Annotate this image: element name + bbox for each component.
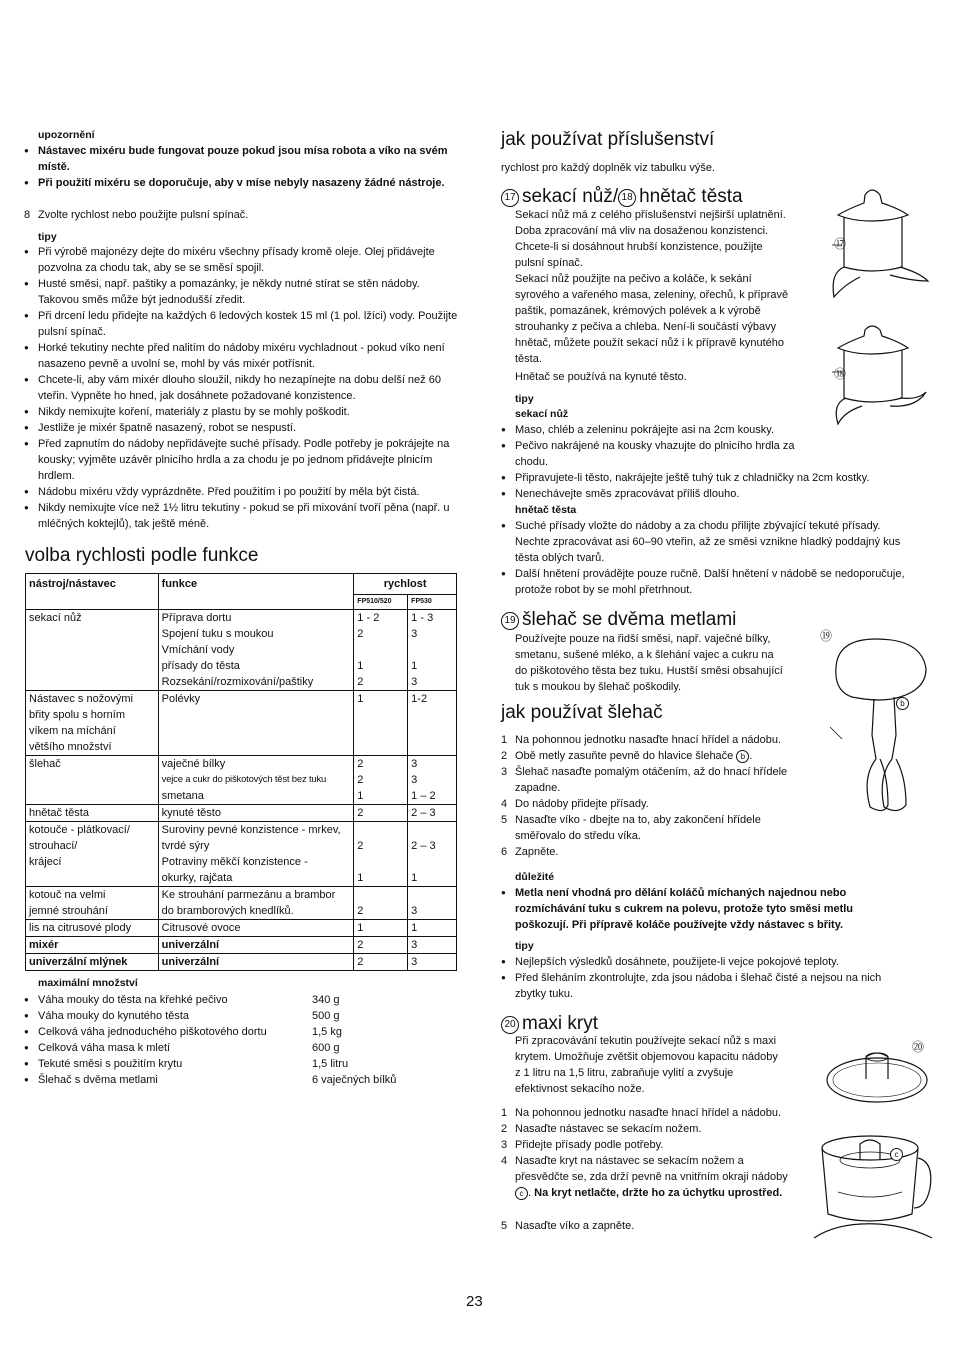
- whisk-step: 1 Na pohonnou jednotku nasaďte hnací hřídel a nádobu.: [501, 734, 782, 746]
- number-17-icon: 17: [501, 189, 519, 207]
- knife-description-line: Doba zpracování má vliv na dosaženou konzistenci.: [515, 225, 769, 237]
- tip-item: ● Nikdy nemixujte koření, materiály z plastu by se mohly poškodit.: [38, 404, 458, 420]
- knife-tips-heading: tipy: [515, 393, 534, 405]
- table-cell-s2: 1 - 3 3 1 3: [408, 610, 457, 691]
- step-8: 8 Zvolte rychlost nebo použijte pulsní spínač.: [24, 209, 249, 221]
- table-cell-tool: mixér: [26, 937, 159, 954]
- max-heading: maximální množství: [38, 977, 138, 989]
- accessories-title: jak používat příslušenství: [501, 129, 715, 150]
- table-cell-s1: 2: [354, 887, 408, 920]
- knife-subheading: sekací nůž: [515, 408, 569, 420]
- label-19: ⑲: [820, 629, 833, 643]
- table-cell-s1: 2 1: [354, 822, 408, 887]
- important-heading: důležité: [515, 871, 555, 883]
- table-cell-tool: sekací nůž: [26, 610, 159, 691]
- knife-tip: ● Připravujete-li těsto, nakrájejte ještě tuhý tuk z chladničky na 2cm kostky.: [515, 470, 915, 486]
- table-cell-tool: univerzální mlýnek: [26, 954, 159, 971]
- table-cell-s2: 1: [408, 920, 457, 937]
- model-2-header: FP530: [408, 595, 457, 610]
- speed-section-title: volba rychlosti podle funkce: [25, 545, 259, 566]
- maxi-description-line: z 1 litru na 1,5 litru, zabraňuje vylití a zvyšuje: [515, 1067, 734, 1079]
- col-speed-header: rychlost: [354, 574, 457, 595]
- dough-subheading: hnětač těsta: [515, 504, 577, 516]
- table-row: [26, 887, 457, 920]
- whisk-title: 19 šlehač se dvěma metlami: [501, 609, 736, 631]
- maxi-step: 3 Přidejte přísady podle potřeby.: [501, 1139, 664, 1151]
- table-cell-s1: 2: [354, 954, 408, 971]
- whisk-step: 2 Obě metly zasuňte pevně do hlavice šlehače b .: [501, 750, 753, 762]
- label-17: ⑰: [834, 237, 847, 251]
- table-cell-s2: 1-2: [408, 691, 457, 756]
- number-19-icon: 19: [501, 612, 519, 630]
- knife-tip: ● Maso, chléb a zeleninu pokrájejte asi na 2cm kousky.: [515, 422, 815, 438]
- whisk-step: 3 Šlehač nasaďte pomalým otáčením, až do hnací hřídele zapadne.: [501, 766, 788, 794]
- table-row: [26, 805, 457, 822]
- dough-hook-note: Hnětač se používá na kynuté těsto.: [515, 371, 687, 383]
- tip-item: ● Chcete-li, aby vám mixér dlouho sloužil, nikdy ho nezapínejte na dobu delší než 60 vteřin. Vypněte ho hned, jak dosáhnete požadované konzistence.: [38, 372, 458, 404]
- maxi-title: 20 maxi kryt: [501, 1013, 598, 1035]
- marker-b-icon: b: [736, 750, 749, 763]
- marker-c-icon: c: [515, 1187, 528, 1200]
- maxi-step: 1 Na pohonnou jednotku nasaďte hnací hřídel a nádobu.: [501, 1107, 782, 1119]
- table-row: [26, 937, 457, 954]
- table-cell-func: Ke strouhání parmezánu a brambor do bramborových knedlíků.: [158, 887, 354, 920]
- table-row: [26, 822, 457, 887]
- max-item-label: ● Váha mouky do těsta na křehké pečivo: [38, 992, 308, 1008]
- whisk-step: 5 Nasaďte víko - dbejte na to, aby zakončení hřídele směřovalo do středu víka.: [501, 814, 761, 842]
- table-row: [26, 920, 457, 937]
- table-cell-s1: 2: [354, 805, 408, 822]
- maxi-description-line: Při zpracovávání tekutin používejte sekací nůž s maxi: [515, 1035, 777, 1047]
- accessories-text: rychlost pro každý doplněk viz tabulku výše.: [501, 162, 715, 174]
- knife-tip: ● Nenechávejte směs zpracovávat příliš dlouho.: [515, 486, 915, 502]
- tip-item: ● Husté směsi, např. paštiky a pomazánky, je někdy nutné stírat se stěn nádoby. Takovou směs může být jednodušší zředit.: [38, 276, 458, 308]
- table-cell-tool: lis na citrusové plody: [26, 920, 159, 937]
- whisk-step: 4 Do nádoby přidejte přísady.: [501, 798, 649, 810]
- maxi-step: 2 Nasaďte nástavec se sekacím nožem.: [501, 1123, 702, 1135]
- table-cell-func: Suroviny pevné konzistence - mrkev, tvrdé sýry Potraviny měkčí konzistence - okurky, rajčata: [158, 822, 354, 887]
- tip-item: ● Horké tekutiny nechte před nalitím do nádoby mixéru vychladnout - pokud víko není nasazeno pevně a uvolní se, mohl by vás mixér potřísnit.: [38, 340, 458, 372]
- table-cell-func: Citrusové ovoce: [158, 920, 354, 937]
- knife-title: 17 sekací nůž/ 18 hnětač těsta: [501, 186, 743, 208]
- table-cell-tool: kotouč na velmi jemné strouhání: [26, 887, 159, 920]
- tip-item: ● Nikdy nemixujte více než 1½ litru tekutiny - pokud se při mixování tvoří pěna (např. u mléčných koktejlů), tak ještě méně.: [38, 500, 458, 532]
- speed-table: [25, 573, 457, 971]
- tip-item: ● Nádobu mixéru vždy vyprázdněte. Před použitím i po použití by měla být čistá.: [38, 484, 458, 500]
- whisk-tips-heading: tipy: [515, 940, 534, 952]
- whisk-howto-title: jak používat šlehač: [501, 702, 663, 723]
- whisk-tip: ● Nejlepších výsledků dosáhnete, použijete-li vejce pokojové teploty.: [515, 954, 915, 970]
- whisk-description-line: smetanu, sušené mléko, a k šlehání vajec a cukru na: [515, 649, 774, 661]
- col-tool-header: nástroj/nástavec: [26, 574, 159, 595]
- maxi-description-line: efektivnost sekacího nože.: [515, 1083, 645, 1095]
- maxi-description-line: krytem. Umožňuje zvětšit objemovou kapacitu nádoby: [515, 1051, 778, 1063]
- max-item-label: ● Šlehač s dvěma metlami: [38, 1072, 308, 1088]
- table-cell-s2: 2 – 3: [408, 805, 457, 822]
- table-cell-func: Příprava dortu Spojení tuku s moukou Vmíchání vody přísady do těsta Rozsekání/rozmixování/paštiky: [158, 610, 354, 691]
- warning-item: ● Nástavec mixéru bude fungovat pouze pokud jsou mísa robota a víko na svém místě.: [38, 143, 458, 175]
- maxi-description: [515, 1033, 815, 1097]
- table-cell-s1: 1: [354, 691, 408, 756]
- table-cell-s1: 2 2 1: [354, 756, 408, 805]
- knife-description-line: hnětač, můžete použít sekací nůž i k přípravě kynutého: [515, 337, 785, 349]
- table-row: [26, 691, 457, 756]
- food-processor-illustration: [808, 1128, 936, 1248]
- dough-tip: ● Další hnětení provádějte pouze ručně. Další hnětení v nádobě se nedoporučuje, protože robot by se mohl přetrhnout.: [515, 566, 915, 598]
- tips-heading: tipy: [38, 231, 57, 243]
- marker-b-callout: b: [896, 697, 909, 710]
- max-item-value: 1,5 litru: [312, 1058, 349, 1070]
- max-item-value: 600 g: [312, 1042, 340, 1054]
- whisk-tip: ● Před šleháním zkontrolujte, zda jsou nádoba i šlehač čisté a nejsou na nich zbytky tuku.: [515, 970, 915, 1002]
- whisk-description-line: Používejte pouze na řidší směsi, např. vaječné bílky,: [515, 633, 771, 645]
- number-18-icon: 18: [618, 189, 636, 207]
- max-item-label: ● Váha mouky do kynutého těsta: [38, 1008, 308, 1024]
- number-20-icon: 20: [501, 1016, 519, 1034]
- table-row: [26, 756, 457, 805]
- knife-description-line: strouhanky z pečiva a chleba. Není-li součástí výbavy: [515, 321, 777, 333]
- table-cell-func: Polévky: [158, 691, 354, 756]
- table-cell-tool: šlehač: [26, 756, 159, 805]
- model-1-header: FP510/520: [354, 595, 408, 610]
- knife-description-line: paštik, pomazánek, krémových polévek a k výrobě: [515, 305, 761, 317]
- maxi-step: 4 Nasaďte kryt na nástavec se sekacím nožem a přesvědčte se, zda drží pevně na vnitřním okraji nádoby c . Na kryt netlačte, držte ho za úchytku uprostřed.: [501, 1155, 788, 1199]
- whisk-description-line: tuk s moukou by šlehač poškodily.: [515, 681, 682, 693]
- max-item-label: ● Celková váha jednoduchého piškotového dortu: [38, 1024, 308, 1040]
- tip-item: ● Před zapnutím do nádoby nepřidávejte suché přísady. Podle potřeby je pokrájejte na kousky; vyjměte uzávěr plnicího hrdla a za chodu je po jednom přidávejte plnicím hrdlem.: [38, 436, 458, 484]
- max-item-value: 6 vaječných bílků: [312, 1074, 397, 1086]
- max-item-label: ● Celková váha masa k mletí: [38, 1040, 308, 1056]
- knife-description-line: Chcete-li si dosáhnout hrubší konzistence, použijte: [515, 241, 763, 253]
- table-row: [26, 954, 457, 971]
- knife-tip: ● Pečivo nakrájené na kousky vhazujte do plnicího hrdla za chodu.: [515, 438, 815, 470]
- tip-item: ● Jestliže je mixér špatně nasazený, robot se nespustí.: [38, 420, 458, 436]
- tip-item: ● Při drcení ledu přidejte na každých 6 ledových kostek 15 ml (1 pol. lžíci) vody. Použijte pulsní spínač.: [38, 308, 458, 340]
- table-cell-s2: 3 3 1 – 2: [408, 756, 457, 805]
- max-item-value: 1,5 kg: [312, 1026, 342, 1038]
- marker-c-callout: c: [890, 1148, 903, 1161]
- table-cell-s1: 1: [354, 920, 408, 937]
- knife-description: [515, 207, 815, 367]
- page-number: 23: [466, 1293, 483, 1310]
- table-cell-tool: Nástavec s nožovými břity spolu s horním víkem na míchání většího množství: [26, 691, 159, 756]
- warning-heading: upozornění: [38, 129, 95, 141]
- label-20: ⑳: [912, 1040, 925, 1054]
- table-cell-s2: 3: [408, 937, 457, 954]
- table-cell-s2: 3: [408, 954, 457, 971]
- table-cell-func: univerzální: [158, 937, 354, 954]
- knife-description-line: těsta.: [515, 353, 542, 365]
- max-item-label: ● Tekuté směsi s použitím krytu: [38, 1056, 308, 1072]
- label-18: ⑱: [834, 367, 847, 381]
- table-cell-s1: 1 - 2 2 1 2: [354, 610, 408, 691]
- whisk-description: [515, 631, 815, 695]
- table-cell-s1: 2: [354, 937, 408, 954]
- knife-description-line: Sekací nůž použijte na pečivo a koláče, k sekání: [515, 273, 752, 285]
- knife-description-line: syrového a vařeného masa, zeleniny, ořechů, k přípravě: [515, 289, 789, 301]
- table-cell-func: univerzální: [158, 954, 354, 971]
- col-function-header: funkce: [158, 574, 354, 595]
- tip-item: ● Při výrobě majonézy dejte do mixéru všechny přísady kromě oleje. Olej přidávejte pozvolna za chodu tak, aby se se směsí spojil.: [38, 244, 458, 276]
- table-cell-func: vaječné bílky vejce a cukr do piškotových těst bez tuku smetana: [158, 756, 354, 805]
- whisk-illustration: [822, 627, 932, 817]
- table-cell-s2: 3: [408, 887, 457, 920]
- maxi-step: 5 Nasaďte víko a zapněte.: [501, 1220, 635, 1232]
- important-text: ● Metla není vhodná pro dělání koláčů míchaných najednou nebo rozmíchávání tuku s cukrem na polevu, protože tyto směsi metlu poškozují. Při přípravě koláče používejte vždy nástavec s břity.: [515, 885, 895, 933]
- table-cell-tool: kotouče - plátkovací/ strouhací/ krájecí: [26, 822, 159, 887]
- dough-tip: ● Suché přísady vložte do nádoby a za chodu přilijte zbývající tekuté přísady. Nechte zpracovávat asi 60–90 vteřin, až ze směsi vznikne hladký poddajný kus těsta oblých tvarů.: [515, 518, 915, 566]
- max-item-value: 500 g: [312, 1010, 340, 1022]
- table-row: [26, 610, 457, 691]
- max-item-value: 340 g: [312, 994, 340, 1006]
- table-cell-s2: 2 – 3 1: [408, 822, 457, 887]
- whisk-description-line: do piškotového těsta bez tuku. Hustší směsi obsahující: [515, 665, 783, 677]
- table-cell-func: kynuté těsto: [158, 805, 354, 822]
- whisk-step: 6 Zapněte.: [501, 846, 559, 858]
- knife-description-line: pulsní spínač.: [515, 257, 583, 269]
- table-cell-tool: hnětač těsta: [26, 805, 159, 822]
- knife-description-line: Sekací nůž má z celého příslušenství nejširší uplatnění.: [515, 209, 786, 221]
- warning-item: ● Při použití mixéru se doporučuje, aby v míse nebyly nasazeny žádné nástroje.: [38, 175, 458, 191]
